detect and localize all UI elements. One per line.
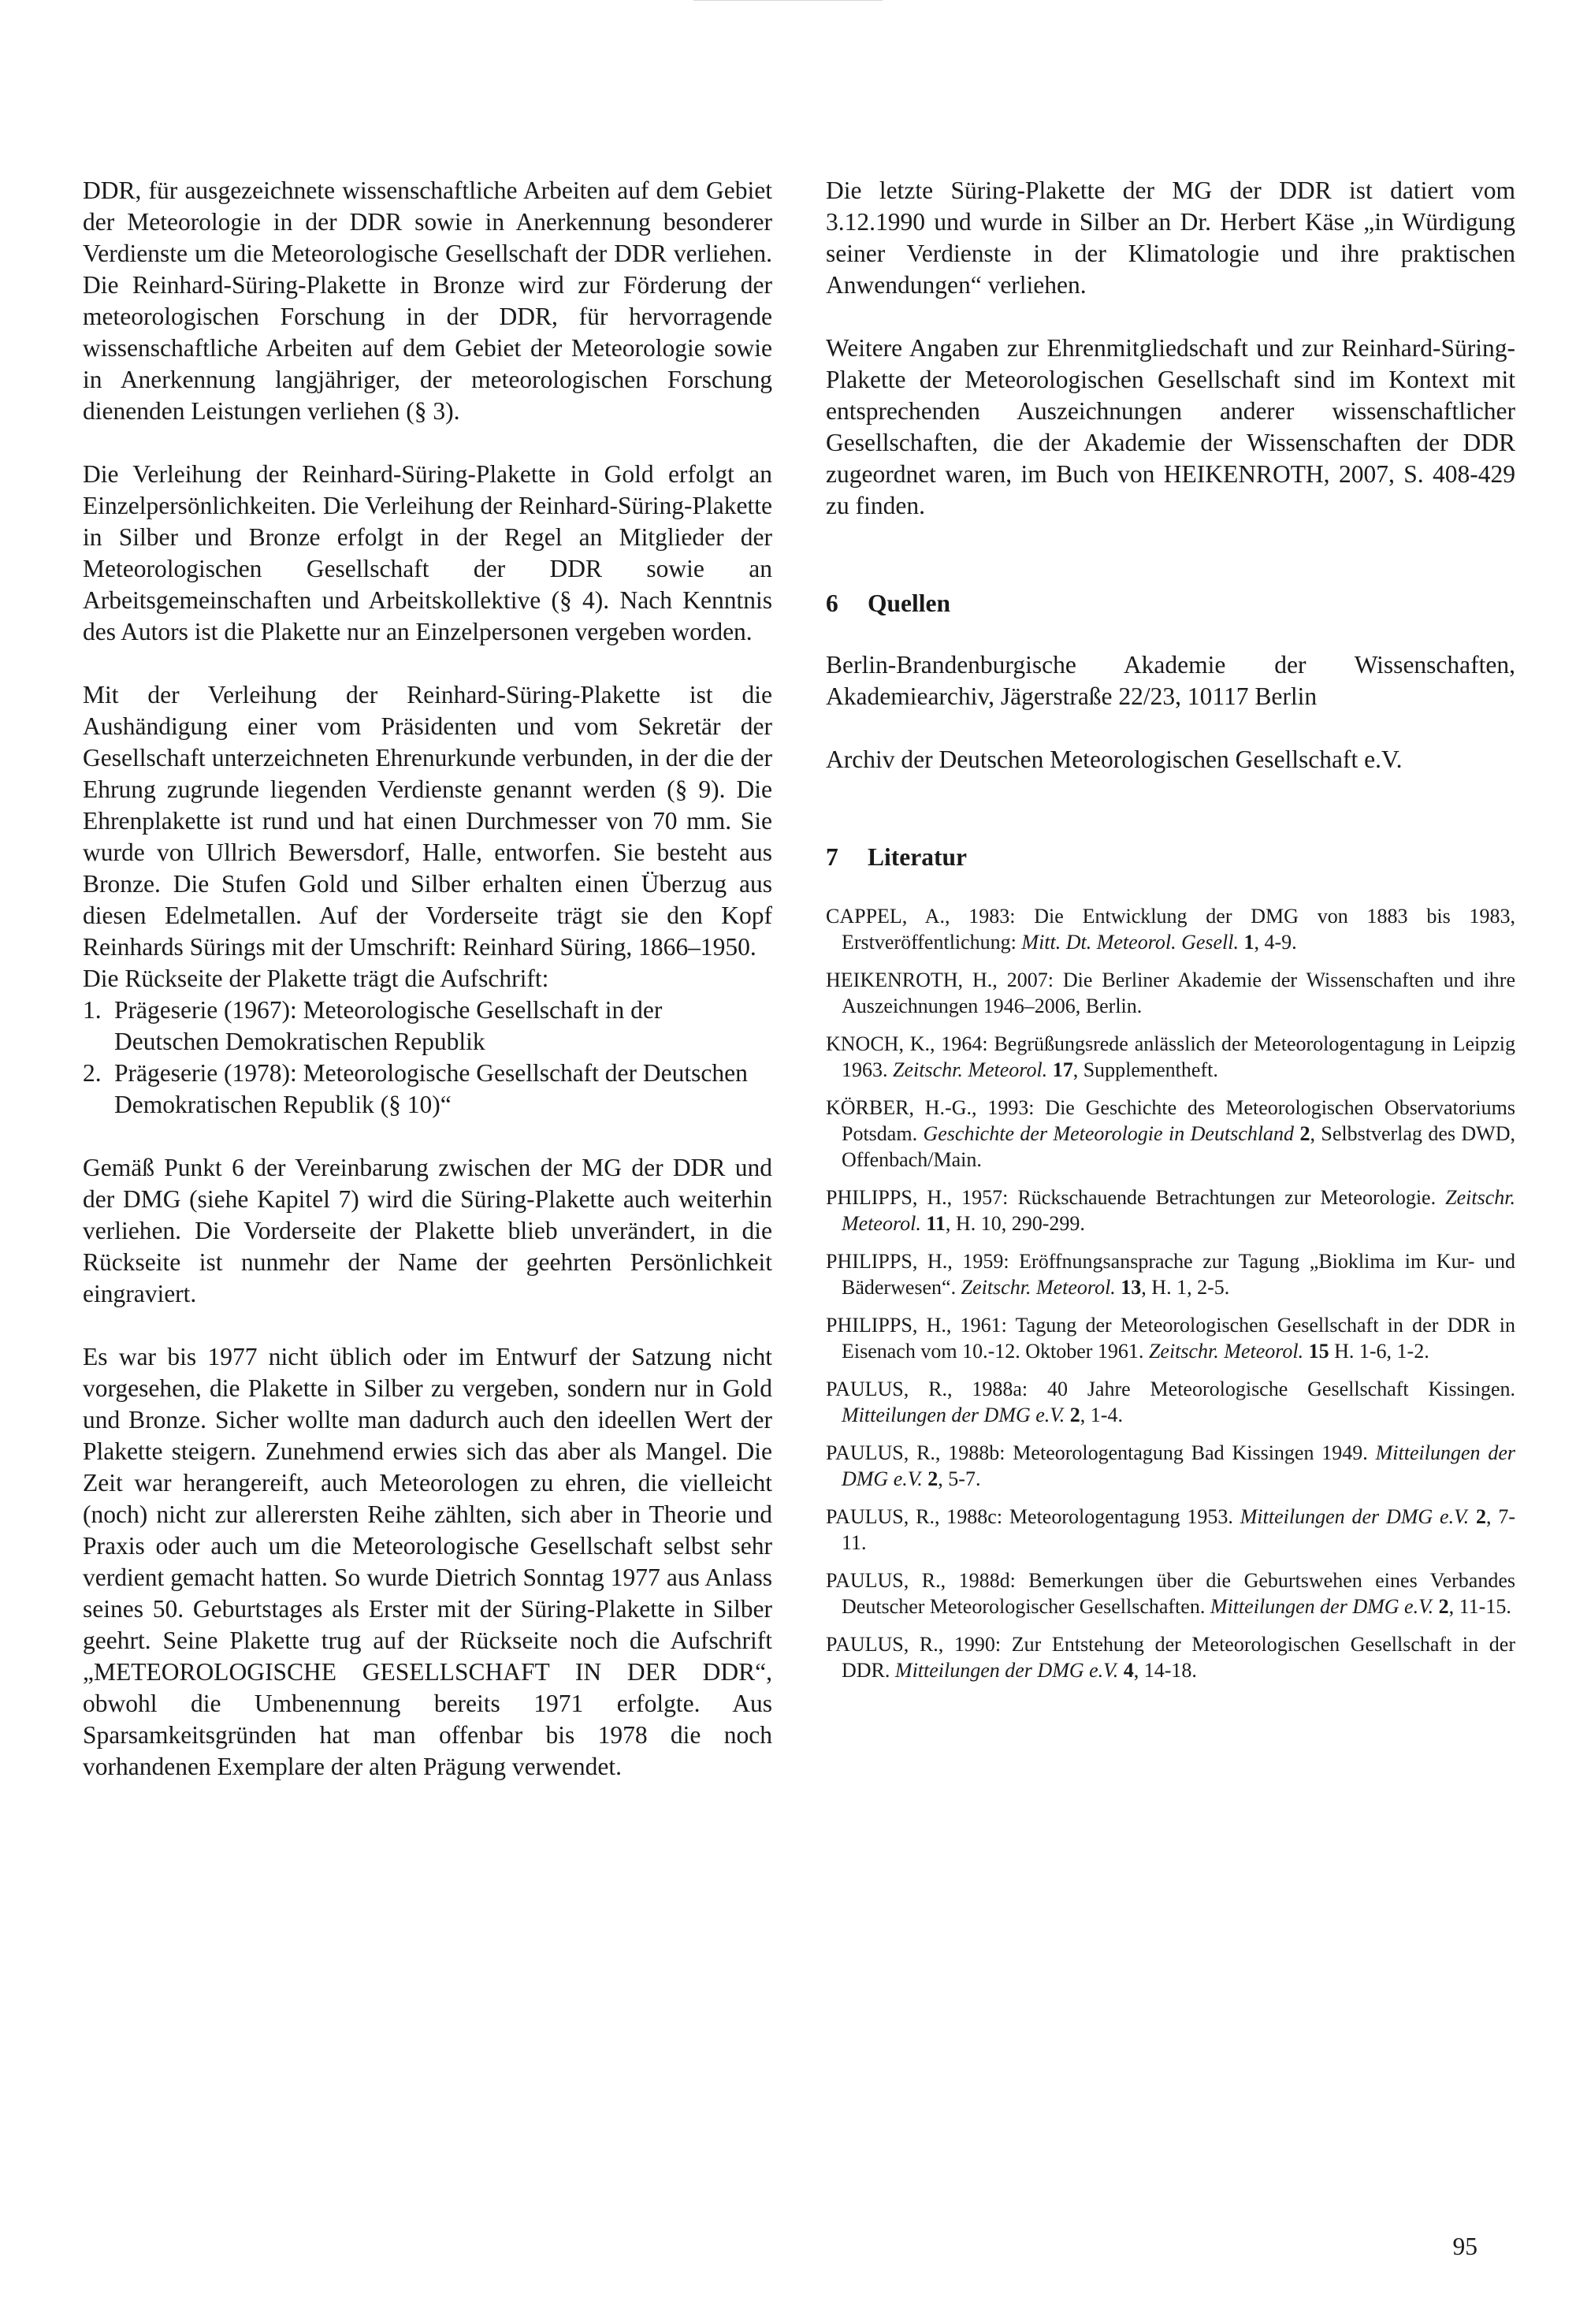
reference-journal: Mitteilungen der DMG e.V.: [1210, 1595, 1434, 1618]
reference-text: KNOCH, K., 1964: Begrüßungsrede anlässlich der Meteorologentagung in Leipzig 1963.: [826, 1032, 1515, 1081]
right-column: [826, 175, 1515, 1695]
section-title: Quellen: [868, 589, 951, 617]
section-heading-quellen: [826, 588, 1515, 619]
praegeserien-list: [83, 995, 772, 1121]
reference-text: PAULUS, R., 1988c: Meteorologentagung 1953.: [826, 1505, 1240, 1528]
reference-text: HEIKENROTH, H., 2007: Die Berliner Akademie der Wissenschaften und ihre Auszeichnungen 1946–2006, Berlin.: [826, 969, 1515, 1017]
reference-pages: , 11-15.: [1448, 1595, 1511, 1618]
reference-entry: [826, 1031, 1515, 1083]
reference-pages: , H. 10, 290-299.: [945, 1212, 1085, 1235]
reference-volume: 2: [1433, 1595, 1449, 1618]
reference-journal: Zeitschr. Meteorol.: [1148, 1340, 1304, 1363]
reference-text: PAULUS, R., 1988a: 40 Jahre Meteorologische Gesellschaft Kissingen.: [826, 1378, 1515, 1400]
list-item-number: 2.: [83, 1059, 102, 1087]
reference-journal: Mitteilungen der DMG e.V.: [894, 1659, 1119, 1682]
reference-volume: 17: [1047, 1058, 1073, 1081]
reference-volume: 11: [920, 1212, 946, 1235]
paragraph-silber-1977: Es war bis 1977 nicht üblich oder im Entwurf der Satzung nicht vorgesehen, die Plakette in Silber zu vergeben, sondern nur in Gold und Bronze. Sicher wollte man dadurch auch den ideellen Wert der Plakette steigern. Zunehmend erwies sich das aber als Mangel. Die Zeit war herangereift, auch Meteorologen zu ehren, die vielleicht (noch) nicht zur allerersten Reihe zählten, sich aber in Theorie und Praxis oder auch um die Meteorologische Gesellschaft selbst sehr verdient gemacht hatten. So wurde Dietrich Sonntag 1977 aus Anlass seines 50. Geburtstages als Erster mit der Süring-Plakette in Silber geehrt. Seine Plakette trug auf der Rückseite noch die Aufschrift „METEOROLOGISCHE GESELLSCHAFT IN DER DDR“, obwohl die Umbenennung bereits 1971 erfolgte. Aus Sparsamkeitsgründen hat man offenbar bis 1978 die noch vorhandenen Exemplare der alten Prägung verwendet.: [83, 1343, 772, 1780]
left-column: [83, 175, 772, 1783]
reference-journal: Mitteilungen der DMG e.V.: [842, 1404, 1065, 1426]
reference-pages: , 1-4.: [1080, 1404, 1123, 1426]
reference-journal: Mitteilungen der DMG e.V.: [842, 1441, 1515, 1490]
reference-journal: Zeitschr. Meteorol.: [842, 1186, 1515, 1235]
reference-pages: , 14-18.: [1133, 1659, 1197, 1682]
reference-volume: 4: [1118, 1659, 1134, 1682]
page-number: 95: [1452, 2233, 1478, 2260]
list-item-text: Prägeserie (1967): Meteorologische Gesellschaft in der Deutschen Demokratischen Republik: [114, 996, 663, 1055]
reference-list: [826, 903, 1515, 1683]
reference-text: CAPPEL, A., 1983: Die Entwicklung der DMG von 1883 bis 1983, Erstveröffentlichung:: [826, 905, 1515, 954]
reference-pages: , 4-9.: [1254, 931, 1297, 954]
reference-pages: , H. 1, 2-5.: [1141, 1276, 1230, 1299]
reference-pages: , Supplementheft.: [1072, 1058, 1218, 1081]
list-item-number: 1.: [83, 996, 102, 1024]
reference-text: KÖRBER, H.-G., 1993: Die Geschichte des Meteorologischen Observatoriums Potsdam.: [826, 1096, 1515, 1145]
scan-edge-line: [693, 0, 883, 1]
reference-journal: Mitt. Dt. Meteorol. Gesell.: [1021, 931, 1239, 954]
reference-entry: [826, 1631, 1515, 1683]
reference-journal: Geschichte der Meteorologie in Deutschland: [923, 1122, 1295, 1145]
reference-volume: 2: [922, 1467, 939, 1490]
paragraph-rueckseite-intro: Die Rückseite der Plakette trägt die Aufschrift:: [83, 965, 549, 992]
reference-volume: 1: [1239, 931, 1254, 954]
reference-pages: , Selbstverlag des DWD, Offenbach/Main.: [842, 1122, 1515, 1171]
list-item: [83, 995, 772, 1058]
reference-text: PHILIPPS, H., 1961: Tagung der Meteorologischen Gesellschaft in der DDR in Eisenach vom 10.-12. Oktober 1961.: [826, 1314, 1515, 1363]
reference-volume: 15: [1303, 1340, 1329, 1363]
reference-text: PHILIPPS, H., 1957: Rückschauende Betrachtungen zur Meteorologie.: [826, 1186, 1446, 1209]
paragraph-vereinbarung: Gemäß Punkt 6 der Vereinbarung zwischen der MG der DDR und der DMG (siehe Kapitel 7) wird die Süring-Plakette auch weiterhin verliehen. Die Vorderseite der Plakette blieb unverändert, in die Rückseite ist nunmehr der Name der geehrten Persönlichkeit eingraviert.: [83, 1154, 772, 1307]
reference-pages: , 7-11.: [842, 1505, 1515, 1554]
reference-entry: [826, 1376, 1515, 1428]
section-number: 6: [826, 589, 838, 617]
paragraph-letzte-plakette: Die letzte Süring-Plakette der MG der DDR ist datiert vom 3.12.1990 und wurde in Silber an Dr. Herbert Käse „in Würdigung seiner Verdienste in der Klimatologie und ihre praktischen Anwendungen“ verliehen.: [826, 177, 1515, 299]
reference-entry: [826, 1095, 1515, 1173]
reference-volume: 2: [1294, 1122, 1310, 1145]
reference-text: PAULUS, R., 1988b: Meteorologentagung Bad Kissingen 1949.: [826, 1441, 1376, 1464]
reference-volume: 13: [1115, 1276, 1142, 1299]
paragraph-weitere-angaben: Weitere Angaben zur Ehrenmitgliedschaft und zur Reinhard-Süring-Plakette der Meteorologischen Gesellschaft sind im Kontext mit entsprechenden Auszeichnungen anderer wissenschaftlicher Gesellschaften, die der Akademie der Wissenschaften der DDR zugeordnet waren, im Buch von HEIKENROTH, 2007, S. 408-429 zu finden.: [826, 334, 1515, 519]
list-item: [83, 1058, 772, 1121]
section-heading-literatur: [826, 842, 1515, 873]
paragraph-ehrenurkunde: Mit der Verleihung der Reinhard-Süring-Plakette ist die Aushändigung einer vom Präsidenten und vom Sekretär der Gesellschaft unterzeichneten Ehrenurkunde verbunden, in der die der Ehrung zugrunde liegenden Verdienste genannt werden (§ 9). Die Ehrenplakette ist rund und hat einen Durchmesser von 70 mm. Sie wurde von Ullrich Bewersdorf, Halle, entworfen. Sie besteht aus Bronze. Die Stufen Gold und Silber erhalten einen Überzug aus diesen Edelmetallen. Auf der Vorderseite trägt sie den Kopf Reinhards Sürings mit der Umschrift: Reinhard Süring, 1866–1950.: [83, 681, 772, 961]
reference-entry: [826, 1440, 1515, 1492]
reference-journal: Mitteilungen der DMG e.V.: [1240, 1505, 1470, 1528]
list-item-text: Prägeserie (1978): Meteorologische Gesellschaft der Deutschen Demokratischen Republik (§ 10)“: [114, 1059, 748, 1118]
section-number: 7: [826, 843, 838, 871]
reference-entry: [826, 1312, 1515, 1364]
reference-journal: Zeitschr. Meteorol.: [961, 1276, 1116, 1299]
reference-pages: H. 1-6, 1-2.: [1329, 1340, 1429, 1363]
reference-entry: [826, 903, 1515, 955]
paragraph-verleihung-gold-silber: Die Verleihung der Reinhard-Süring-Plakette in Gold erfolgt an Einzelpersönlichkeiten. Die Verleihung der Reinhard-Süring-Plakette in Silber und Bronze erfolgt in der Regel an Mitglieder der Meteorologischen Gesellschaft der DDR sowie an Arbeitsgemeinschaften und Arbeitskollektive (§ 4). Nach Kenntnis des Autors ist die Plakette nur an Einzelpersonen vergeben worden.: [83, 460, 772, 645]
reference-volume: 2: [1469, 1505, 1486, 1528]
reference-text: PAULUS, R., 1990: Zur Entstehung der Meteorologischen Gesellschaft in der DDR.: [826, 1633, 1515, 1682]
source-entry: Berlin-Brandenburgische Akademie der Wissenschaften, Akademiearchiv, Jägerstraße 22/23, 10117 Berlin: [826, 651, 1515, 710]
reference-volume: 2: [1065, 1404, 1080, 1426]
reference-entry: [826, 1248, 1515, 1300]
section-title: Literatur: [868, 843, 967, 871]
reference-entry: [826, 1567, 1515, 1619]
reference-entry: [826, 1504, 1515, 1556]
reference-entry: [826, 967, 1515, 1019]
reference-text: PAULUS, R., 1988d: Bemerkungen über die Geburtswehen eines Verbandes Deutscher Meteorologischer Gesellschaften.: [826, 1569, 1515, 1618]
reference-text: PHILIPPS, H., 1959: Eröffnungsansprache zur Tagung „Bioklima im Kur- und Bäderwesen“.: [826, 1250, 1515, 1299]
paragraph-verleihungsgruende: DDR, für ausgezeichnete wissenschaftliche Arbeiten auf dem Gebiet der Meteorologie in der DDR sowie in Anerkennung besonderer Verdienste um die Meteorologische Gesellschaft der DDR verliehen. Die Reinhard-Süring-Plakette in Bronze wird zur Förderung der meteorologischen Forschung in der DDR, für hervorragende wissenschaftliche Arbeiten auf dem Gebiet der Meteorologie sowie in Anerkennung langjähriger, der meteorologischen Forschung dienenden Leistungen verliehen (§ 3).: [83, 177, 772, 425]
source-entry: Archiv der Deutschen Meteorologischen Gesellschaft e.V.: [826, 746, 1403, 773]
reference-entry: [826, 1184, 1515, 1236]
reference-pages: , 5-7.: [938, 1467, 981, 1490]
reference-journal: Zeitschr. Meteorol.: [893, 1058, 1048, 1081]
